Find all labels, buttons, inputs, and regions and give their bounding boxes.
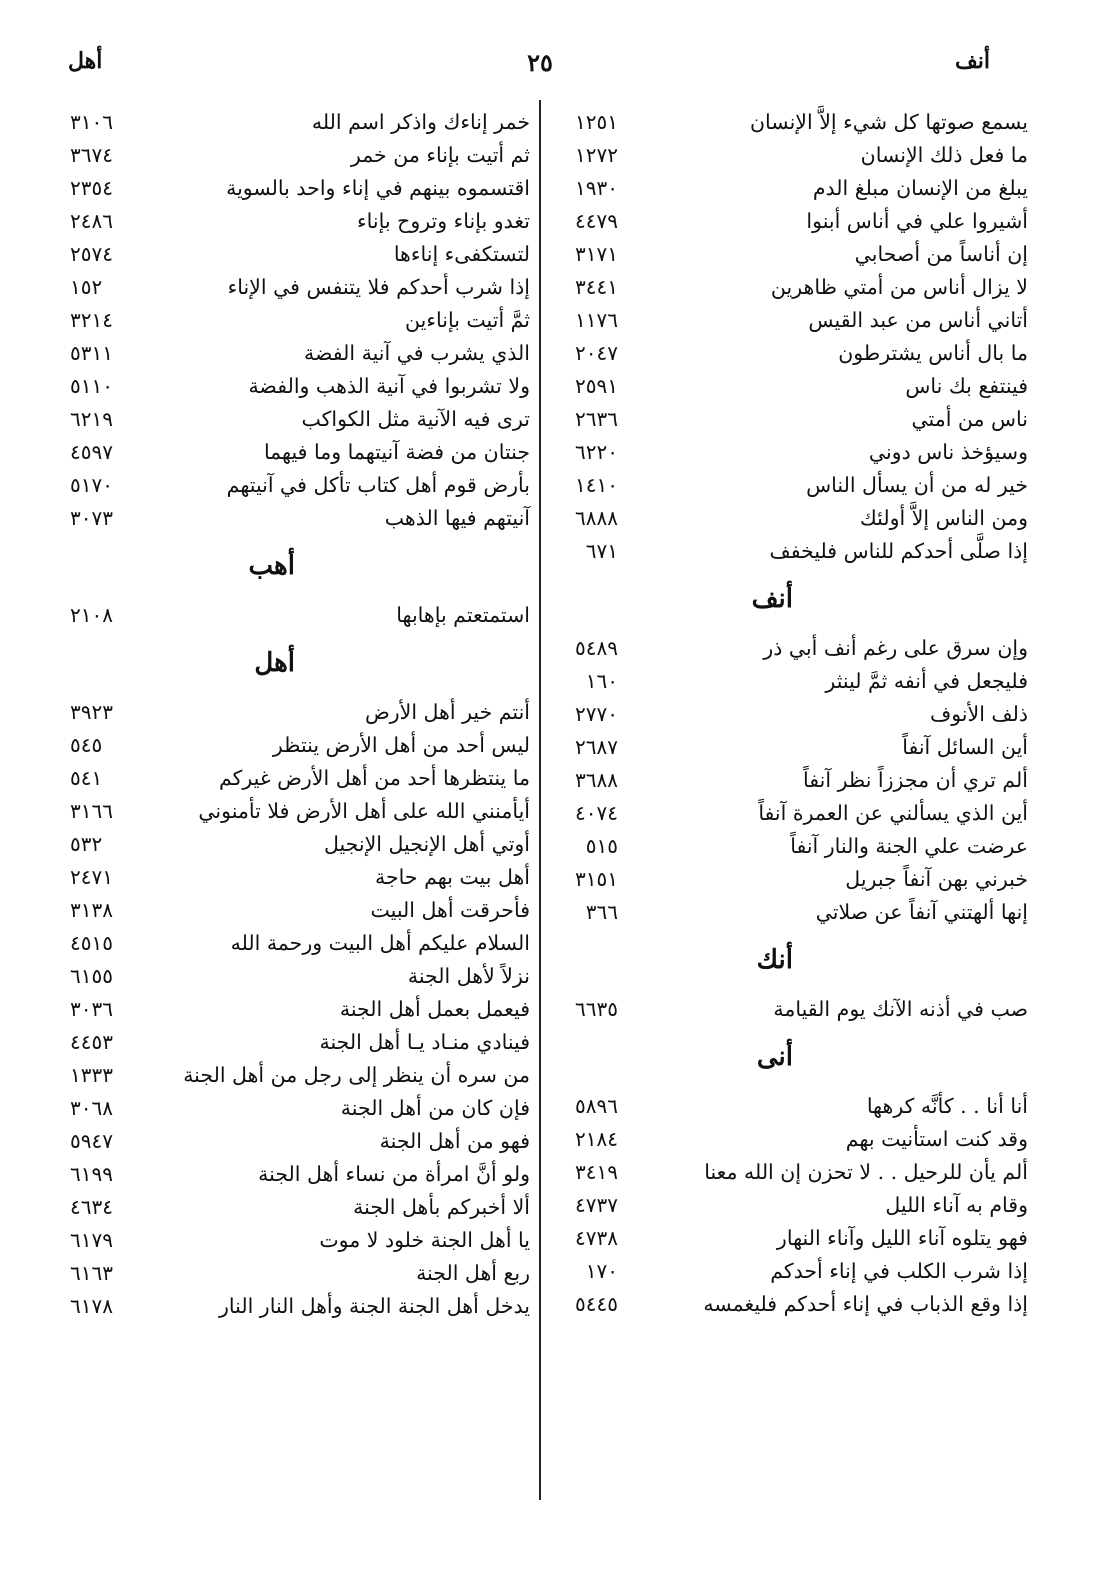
hadith-number: ٣٠٧٣	[70, 506, 113, 530]
hadith-number: ٦٧١	[585, 539, 618, 563]
section-heading-text: أنف	[751, 584, 793, 614]
left-column	[40, 108, 530, 1325]
entry-text: أنتم خير أهل الأرض	[364, 700, 530, 724]
index-entry	[540, 372, 1028, 405]
entry-text: لا يزال أناس من أمتي ظاهرين	[770, 275, 1028, 299]
index-entry	[540, 1290, 1028, 1323]
index-entry	[540, 700, 1028, 733]
index-entry	[40, 405, 530, 438]
hadith-number: ٥٤١	[70, 766, 103, 790]
hadith-number: ٢٣٥٤	[70, 176, 113, 200]
index-entry	[40, 438, 530, 471]
index-entry	[40, 504, 530, 537]
hadith-number: ٥١١٠	[70, 374, 113, 398]
hadith-number: ٤٦٣٤	[70, 1195, 113, 1219]
entry-text: فليجعل في أنفه ثمَّ لينثر	[825, 669, 1028, 693]
hadith-number: ٤٥١٥	[70, 931, 113, 955]
hadith-number: ٣١٥١	[575, 867, 618, 891]
index-entry	[540, 832, 1028, 865]
header-root-right: أنف	[954, 48, 990, 74]
page-number: ٢٥	[527, 48, 553, 77]
hadith-number: ٣١٧١	[575, 242, 618, 266]
hadith-number: ٣١٣٨	[70, 898, 113, 922]
index-entry	[40, 962, 530, 995]
hadith-number: ٢٧٧٠	[575, 702, 618, 726]
hadith-number: ٦٢٢٠	[575, 440, 618, 464]
index-entry	[540, 1125, 1028, 1158]
index-entry	[40, 372, 530, 405]
index-entry	[40, 764, 530, 797]
entry-text: أين الذي يسألني عن العمرة آنفاً	[758, 801, 1028, 825]
section-heading	[40, 537, 530, 601]
entry-text: أتاني أناس من عبد القيس	[808, 308, 1028, 332]
index-entry	[540, 141, 1028, 174]
index-entry	[540, 898, 1028, 931]
hadith-number: ١٢٥١	[575, 110, 618, 134]
hadith-number: ٦١٦٣	[70, 1261, 113, 1285]
hadith-number: ٢٤٨٦	[70, 209, 113, 233]
section-heading-text: أنك	[756, 945, 793, 975]
page-header	[0, 48, 1110, 88]
hadith-number: ٦٢١٩	[70, 407, 113, 431]
entry-text: إذا شرب أحدكم فلا يتنفس في الإناء	[227, 275, 530, 299]
index-entry	[540, 799, 1028, 832]
section-heading-text: أنى	[756, 1042, 793, 1072]
index-entry	[540, 207, 1028, 240]
hadith-number: ٤٠٧٤	[575, 801, 618, 825]
index-entry	[40, 1127, 530, 1160]
hadith-number: ٥٨٩٦	[575, 1094, 618, 1118]
entry-text: ومن الناس إلاَّ أولئك	[859, 506, 1028, 530]
entry-text: ثمَّ أتيت بإناءين	[405, 308, 530, 332]
entry-text: وقام به آناء الليل	[885, 1193, 1028, 1217]
hadith-number: ٣١٦٦	[70, 799, 113, 823]
index-entry	[40, 1259, 530, 1292]
index-entry	[40, 108, 530, 141]
index-entry	[40, 1094, 530, 1127]
hadith-number: ٥٤٨٩	[575, 636, 618, 660]
entry-text: خبرني بهن آنفاً جبريل	[845, 867, 1028, 891]
section-heading	[540, 1028, 1028, 1092]
index-entry	[540, 865, 1028, 898]
index-entry	[40, 339, 530, 372]
entry-text: لتستكفىء إناءها	[393, 242, 530, 266]
index-entry	[540, 504, 1028, 537]
entry-text: إذا شرب الكلب في إناء أحدكم	[770, 1259, 1028, 1283]
index-entry	[40, 240, 530, 273]
section-heading	[540, 931, 1028, 995]
entry-text: ما بال أناس يشترطون	[838, 341, 1028, 365]
hadith-number: ٦١٥٥	[70, 964, 113, 988]
entry-text: وسيؤخذ ناس دوني	[868, 440, 1028, 464]
entry-text: أنا أنا . . كأنَّه كرهها	[866, 1094, 1028, 1118]
index-entry	[540, 667, 1028, 700]
hadith-number: ١١٧٦	[575, 308, 618, 332]
index-entry	[540, 1092, 1028, 1125]
entry-text: ناس من أمتي	[911, 407, 1028, 431]
hadith-number: ٦٦٣٥	[575, 997, 618, 1021]
section-heading	[540, 570, 1028, 634]
index-entry	[540, 766, 1028, 799]
entry-text: يبلغ من الإنسان مبلغ الدم	[812, 176, 1028, 200]
entry-text: فينتفع بك ناس	[905, 374, 1028, 398]
hadith-number: ١٢٧٢	[575, 143, 618, 167]
index-entry	[540, 306, 1028, 339]
hadith-number: ٢٦٣٦	[575, 407, 618, 431]
hadith-number: ١٩٣٠	[575, 176, 618, 200]
index-entry	[40, 698, 530, 731]
entry-text: ما فعل ذلك الإنسان	[860, 143, 1028, 167]
entry-text: وإن سرق على رغم أنف أبي ذر	[763, 636, 1028, 660]
index-entry	[540, 733, 1028, 766]
entry-text: إذا صلَّى أحدكم للناس فليخفف	[769, 539, 1028, 563]
section-heading-text: أهل	[254, 648, 295, 678]
hadith-number: ٣٦٦	[585, 900, 618, 924]
entry-text: أوتي أهل الإنجيل الإنجيل	[323, 832, 530, 856]
index-entry	[540, 1191, 1028, 1224]
entry-text: ذلف الأنوف	[929, 702, 1028, 726]
entry-text: أشيروا علي في أناس أبنوا	[806, 209, 1028, 233]
entry-text: خير له من أن يسأل الناس	[806, 473, 1028, 497]
hadith-number: ٢٦٨٧	[575, 735, 618, 759]
hadith-number: ٥٤٤٥	[575, 1292, 618, 1316]
index-entry	[40, 306, 530, 339]
hadith-number: ٣٩٢٣	[70, 700, 113, 724]
entry-text: الذي يشرب في آنية الفضة	[304, 341, 530, 365]
entry-text: ترى فيه الآنية مثل الكواكب	[301, 407, 530, 431]
hadith-number: ٢٤٧١	[70, 865, 113, 889]
index-entry	[540, 339, 1028, 372]
entry-text: عرضت علي الجنة والنار آنفاً	[790, 834, 1028, 858]
index-entry	[540, 1158, 1028, 1191]
index-entry	[540, 1224, 1028, 1257]
hadith-number: ٤٤٧٩	[575, 209, 618, 233]
entry-text: ألم تري أن مجززاً نظر آنفاً	[803, 768, 1028, 792]
index-entry	[540, 537, 1028, 570]
index-entry	[540, 995, 1028, 1028]
index-entry	[540, 405, 1028, 438]
hadith-number: ٤٧٣٧	[575, 1193, 618, 1217]
hadith-number: ١٦٠	[585, 669, 618, 693]
index-entry	[40, 273, 530, 306]
entry-text: أهل بيت بهم حاجة	[375, 865, 530, 889]
index-entry	[40, 731, 530, 764]
hadith-number: ٣٦٧٤	[70, 143, 113, 167]
hadith-number: ١٥٢	[70, 275, 103, 299]
index-entry	[540, 273, 1028, 306]
hadith-number: ٦١٧٨	[70, 1294, 113, 1318]
index-entry	[40, 141, 530, 174]
entry-text: من سره أن ينظر إلى رجل من أهل الجنة	[183, 1063, 530, 1087]
header-root-left: أهل	[68, 48, 103, 74]
index-entry	[40, 995, 530, 1028]
entry-text: ألا أخبركم بأهل الجنة	[353, 1195, 530, 1219]
hadith-number: ٣٤١٩	[575, 1160, 618, 1184]
hadith-number: ٢٥٧٤	[70, 242, 113, 266]
index-entry	[40, 830, 530, 863]
hadith-number: ٢١٠٨	[70, 603, 113, 627]
hadith-number: ٥٩٤٧	[70, 1129, 113, 1153]
index-entry	[540, 634, 1028, 667]
hadith-number: ٥١٧٠	[70, 473, 113, 497]
entry-text: أيأمنني الله على أهل الأرض فلا تأمنوني	[198, 799, 530, 823]
entry-text: تغدو بإناء وتروح بإناء	[357, 209, 530, 233]
hadith-number: ٥١٥	[585, 834, 618, 858]
hadith-number: ٣١٠٦	[70, 110, 113, 134]
index-entry	[40, 1061, 530, 1094]
entry-text: ثم أتيت بإناء من خمر	[350, 143, 530, 167]
entry-text: ما ينتظرها أحد من أهل الأرض غيركم	[218, 766, 530, 790]
entry-text: ولا تشربوا في آنية الذهب والفضة	[248, 374, 530, 398]
hadith-number: ٥٤٥	[70, 733, 103, 757]
index-entry	[40, 929, 530, 962]
index-entry	[40, 1292, 530, 1325]
index-entry	[540, 240, 1028, 273]
entry-text: يدخل أهل الجنة الجنة وأهل النار النار	[219, 1294, 530, 1318]
entry-text: ألم يأن للرحيل . . لا تحزن إن الله معنا	[704, 1160, 1028, 1184]
hadith-number: ١٤١٠	[575, 473, 618, 497]
index-entry	[40, 174, 530, 207]
index-entry	[40, 1160, 530, 1193]
entry-text: فإن كان من أهل الجنة	[340, 1096, 530, 1120]
index-entry	[40, 471, 530, 504]
section-heading-text: أهب	[248, 551, 295, 581]
index-entry	[540, 108, 1028, 141]
index-entry	[540, 174, 1028, 207]
hadith-number: ٥٣٢	[70, 832, 103, 856]
hadith-number: ١٣٣٣	[70, 1063, 113, 1087]
index-entry	[40, 797, 530, 830]
index-entry	[540, 1257, 1028, 1290]
entry-text: فأحرقت أهل البيت	[370, 898, 530, 922]
entry-text: فيعمل بعمل أهل الجنة	[339, 997, 530, 1021]
entry-text: ليس أحد من أهل الأرض ينتظر	[272, 733, 530, 757]
entry-text: يسمع صوتها كل شيء إلاَّ الإنسان	[750, 110, 1028, 134]
right-column	[540, 108, 1028, 1323]
hadith-number: ١٧٠	[585, 1259, 618, 1283]
hadith-number: ٤٤٥٣	[70, 1030, 113, 1054]
section-heading	[40, 634, 530, 698]
entry-text: ربع أهل الجنة	[416, 1261, 530, 1285]
entry-text: إن أناساً من أصحابي	[854, 242, 1028, 266]
entry-text: بأرض قوم أهل كتاب تأكل في آنيتهم	[226, 473, 530, 497]
hadith-number: ٢١٨٤	[575, 1127, 618, 1151]
hadith-number: ٤٧٣٨	[575, 1226, 618, 1250]
hadith-number: ٣٠٦٨	[70, 1096, 113, 1120]
entry-text: استمتعتم بإهابها	[396, 603, 530, 627]
entry-text: فهو من أهل الجنة	[379, 1129, 530, 1153]
hadith-number: ٦١٩٩	[70, 1162, 113, 1186]
hadith-number: ٢٠٤٧	[575, 341, 618, 365]
entry-text: إنها ألهتني آنفاً عن صلاتي	[815, 900, 1028, 924]
index-entry	[40, 1028, 530, 1061]
entry-text: خمر إناءك واذكر اسم الله	[311, 110, 530, 134]
hadith-number: ٤٥٩٧	[70, 440, 113, 464]
hadith-number: ٥٣١١	[70, 341, 113, 365]
entry-text: فينادي منـاد يـا أهل الجنة	[319, 1030, 530, 1054]
entry-text: نزلاً لأهل الجنة	[407, 964, 530, 988]
entry-text: أين السائل آنفاً	[902, 735, 1028, 759]
hadith-number: ٣٠٣٦	[70, 997, 113, 1021]
entry-text: ولو أنَّ امرأة من نساء أهل الجنة	[258, 1162, 530, 1186]
entry-text: إذا وقع الذباب في إناء أحدكم فليغمسه	[703, 1292, 1028, 1316]
index-entry	[540, 438, 1028, 471]
hadith-number: ٣٤٤١	[575, 275, 618, 299]
index-entry	[540, 471, 1028, 504]
entry-text: اقتسموه بينهم في إناء واحد بالسوية	[226, 176, 530, 200]
entry-text: يا أهل الجنة خلود لا موت	[319, 1228, 530, 1252]
hadith-number: ٣٦٨٨	[575, 768, 618, 792]
index-entry	[40, 601, 530, 634]
hadith-number: ٦١٧٩	[70, 1228, 113, 1252]
index-entry	[40, 207, 530, 240]
index-entry	[40, 1226, 530, 1259]
entry-text: فهو يتلوه آناء الليل وآناء النهار	[776, 1226, 1028, 1250]
entry-text: وقد كنت استأنيت بهم	[845, 1127, 1028, 1151]
entry-text: جنتان من فضة آنيتهما وما فيهما	[263, 440, 530, 464]
hadith-number: ٣٢١٤	[70, 308, 113, 332]
hadith-number: ٦٨٨٨	[575, 506, 618, 530]
entry-text: آنيتهم فيها الذهب	[384, 506, 530, 530]
entry-text: السلام عليكم أهل البيت ورحمة الله	[230, 931, 530, 955]
index-entry	[40, 1193, 530, 1226]
index-entry	[40, 863, 530, 896]
hadith-number: ٢٥٩١	[575, 374, 618, 398]
index-entry	[40, 896, 530, 929]
entry-text: صب في أذنه الآنك يوم القيامة	[773, 997, 1028, 1021]
